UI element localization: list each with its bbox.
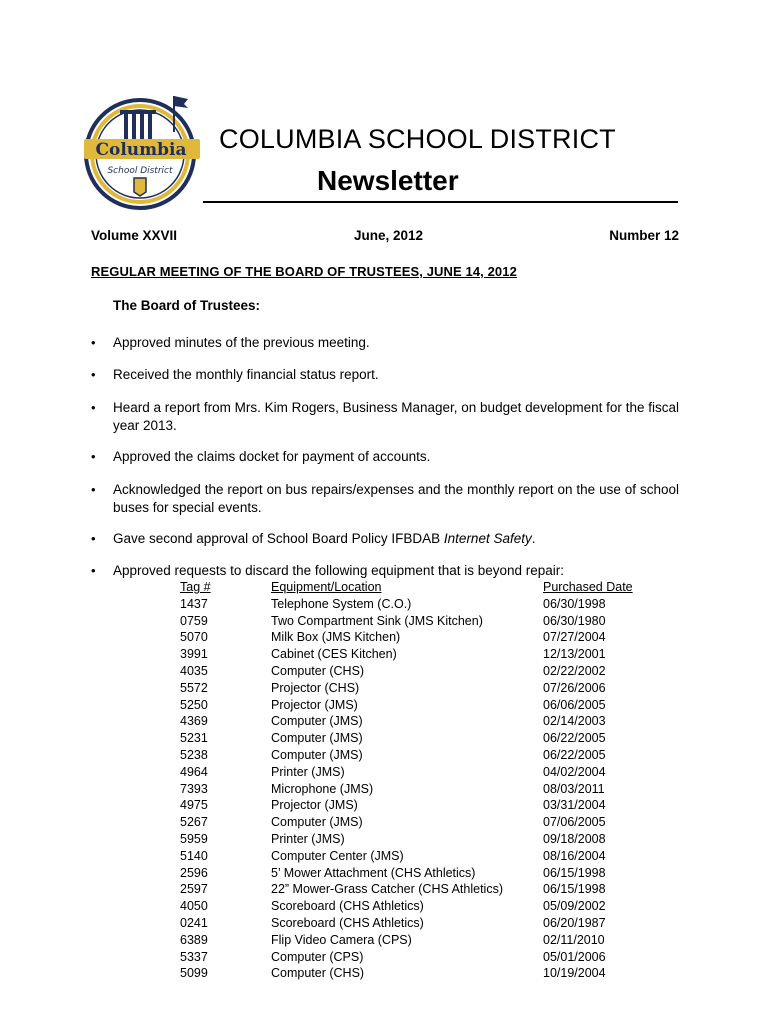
tag-cell: 2596: [180, 865, 208, 880]
table-row: [180, 646, 640, 663]
table-row: [180, 831, 640, 848]
tag-cell: 1437: [180, 596, 208, 611]
equipment-cell: Computer (JMS): [271, 747, 363, 762]
tag-cell: 0241: [180, 915, 208, 930]
date-cell: 12/13/2001: [543, 647, 606, 662]
equipment-cell: Projector (JMS): [271, 697, 358, 712]
tag-cell: 0759: [180, 613, 208, 628]
equipment-cell: Printer (JMS): [271, 764, 345, 779]
date-cell: 10/19/2004: [543, 966, 606, 981]
date-cell: 07/26/2006: [543, 680, 606, 695]
tag-cell: 5070: [180, 630, 208, 645]
equipment-cell: Projector (JMS): [271, 798, 358, 813]
table-header-row: [180, 579, 640, 596]
equipment-cell: 22” Mower-Grass Catcher (CHS Athletics): [271, 882, 504, 897]
meeting-heading: REGULAR MEETING OF THE BOARD OF TRUSTEES, JUNE 14, 2012: [91, 264, 517, 279]
equipment-cell: Telephone System (C.O.): [271, 596, 412, 611]
policy-name: Internet Safety: [443, 531, 532, 546]
equipment-cell: Cabinet (CES Kitchen): [271, 647, 397, 662]
table-row: [180, 629, 640, 646]
table-row: [180, 797, 640, 814]
bullet-icon: •: [91, 482, 96, 497]
date-cell: 02/14/2003: [543, 714, 606, 729]
logo-name: Columbia: [95, 140, 187, 160]
date-cell: 07/27/2004: [543, 630, 606, 645]
tag-cell: 4035: [180, 663, 208, 678]
table-row: [180, 713, 640, 730]
equipment-cell: Flip Video Camera (CPS): [271, 932, 412, 947]
issue-number: Number 12: [609, 228, 679, 243]
tag-cell: 4369: [180, 714, 208, 729]
tag-cell: 3991: [180, 647, 208, 662]
table-row: [180, 596, 640, 613]
equipment-cell: Computer (JMS): [271, 815, 363, 830]
bullet-icon: •: [91, 563, 96, 578]
date-cell: 06/22/2005: [543, 747, 606, 762]
date-cell: 06/30/1980: [543, 613, 606, 628]
bullet-icon: •: [91, 449, 96, 464]
table-row: [180, 949, 640, 966]
date-cell: 04/02/2004: [543, 764, 606, 779]
district-logo: [84, 92, 204, 212]
table-row: [180, 680, 640, 697]
table-row: [180, 613, 640, 630]
table-row: [180, 764, 640, 781]
table-row: [180, 730, 640, 747]
table-row: [180, 848, 640, 865]
table-row: [180, 865, 640, 882]
logo-subtitle: School District: [107, 166, 173, 176]
issue-date: June, 2012: [354, 228, 424, 243]
equipment-cell: Computer (JMS): [271, 714, 363, 729]
table-row: [180, 898, 640, 915]
tag-cell: 4975: [180, 798, 208, 813]
bullet-icon: •: [91, 400, 96, 415]
equipment-cell: Computer (CHS): [271, 663, 365, 678]
table-row: [180, 697, 640, 714]
tag-cell: 6389: [180, 932, 208, 947]
equipment-cell: Scoreboard (CHS Athletics): [271, 915, 424, 930]
tag-cell: 5959: [180, 831, 208, 846]
tag-cell: 5099: [180, 966, 208, 981]
equipment-cell: Computer (JMS): [271, 731, 363, 746]
board-heading: The Board of Trustees:: [113, 298, 261, 313]
tag-cell: 5250: [180, 697, 208, 712]
district-title: COLUMBIA SCHOOL DISTRICT: [219, 124, 616, 154]
date-cell: 06/06/2005: [543, 697, 606, 712]
equipment-cell: Microphone (JMS): [271, 781, 374, 796]
tag-cell: 7393: [180, 781, 208, 796]
equipment-cell: Two Compartment Sink (JMS Kitchen): [271, 613, 483, 628]
tag-cell: 5140: [180, 848, 208, 863]
tag-cell: 5231: [180, 731, 208, 746]
table-row: [180, 747, 640, 764]
date-cell: 06/30/1998: [543, 596, 606, 611]
bullet-icon: •: [91, 367, 96, 382]
date-cell: 06/15/1998: [543, 882, 606, 897]
date-cell: 03/31/2004: [543, 798, 606, 813]
equipment-cell: 5’ Mower Attachment (CHS Athletics): [271, 865, 476, 880]
table-row: [180, 781, 640, 798]
date-cell: 05/01/2006: [543, 949, 606, 964]
volume-label: Volume XXVII: [91, 228, 178, 243]
equipment-cell: Projector (CHS): [271, 680, 360, 695]
equipment-cell: Milk Box (JMS Kitchen): [271, 630, 401, 645]
equipment-cell: Scoreboard (CHS Athletics): [271, 899, 424, 914]
newsletter-title: Newsletter: [317, 165, 459, 196]
date-cell: 06/22/2005: [543, 731, 606, 746]
tag-cell: 5238: [180, 747, 208, 762]
tag-cell: 2597: [180, 882, 208, 897]
tag-cell: 4050: [180, 899, 208, 914]
bullet-icon: •: [91, 531, 96, 546]
equipment-cell: Printer (JMS): [271, 831, 345, 846]
bullet-icon: •: [91, 335, 96, 350]
date-cell: 02/11/2010: [543, 932, 605, 947]
date-cell: 02/22/2002: [543, 663, 606, 678]
date-cell: 08/03/2011: [543, 781, 605, 796]
date-cell: 07/06/2005: [543, 815, 606, 830]
table-row: [180, 915, 640, 932]
date-cell: 08/16/2004: [543, 848, 606, 863]
tag-cell: 5572: [180, 680, 208, 695]
table-row: [180, 881, 640, 898]
equipment-cell: Computer (CPS): [271, 949, 364, 964]
equipment-cell: Computer Center (JMS): [271, 848, 404, 863]
date-cell: 09/18/2008: [543, 831, 606, 846]
table-row: [180, 663, 640, 680]
tag-cell: 5267: [180, 815, 208, 830]
tag-cell: 5337: [180, 949, 208, 964]
header-tag: Tag #: [180, 580, 211, 594]
date-cell: 05/09/2002: [543, 899, 606, 914]
equipment-table: [180, 579, 640, 982]
equipment-cell: Computer (CHS): [271, 966, 365, 981]
newsletter-page: Columbia School District COLUMBIA SCHOOL DISTRICT Newsletter Volume XXVII June, 2012 Number 12 REGULAR MEETING OF THE BOARD OF TRUSTEES, JUNE 14, 2012 The Board of Trustees: • Approved minutes of the previous meeting. • Received the monthly financial status report. • Heard a report from Mrs. Kim Rogers, Business Manager, on budget development for the fiscal year 2013. • Approved the claims docket for payment of accounts. • Acknowledged the report on bus repairs/expenses and the monthly report on the use of school buses for special events. • Gave second approval of School Board Policy IFBDAB Internet Safety. • Approved requests to discard the following equipment that is beyond repair: Tag # Equipment/Location Purchased Date 1437 Telephone System (C.O.) 06/30/1998 0759 Two Compartment Sink (JMS Kitchen) 06/30/1980 5070 Milk Box (JMS Kitchen) 07/27/2004 3991 Cabinet (CES Kitchen) 12/13/2001 4035 Computer (CHS) 02/22/2002 5572 Projector (CHS) 07/26/2006 5250 Projector (JMS) 06/06/2005 4369 Computer (JMS) 02/14/2003 5231 Computer (JMS) 06/22/2005 5238 Computer (JMS) 06/22/2005 4964 Printer (JMS) 04/02/2004 7393 Microphone (JMS) 08/03/2011 4975 Projector (JMS) 03/31/2004 5267 Computer (JMS) 07/06/2005 5959 Printer (JMS) 09/18/2008 5140 Computer Center (JMS) 08/16/2004 2596 5’ Mower Attachment (CHS Athletics) 06/15/1998 2597 22” Mower-Grass Catcher (CHS Athletics) 06/15/1998 4050 Scoreboard (CHS Athletics) 05/09/2002 0241 Scoreboard (CHS Athletics) 06/20/1987 6389 Flip Video Camera (CPS) 02/11/2010 5337 Computer (CPS) 05/01/2006 5099 Computer (CHS) 10/19/2004: [0, 0, 768, 1024]
tag-cell: 4964: [180, 764, 208, 779]
date-cell: 06/15/1998: [543, 865, 606, 880]
table-row: [180, 814, 640, 831]
header-purchased-date: Purchased Date: [543, 580, 633, 594]
issue-info-row: [91, 228, 679, 246]
date-cell: 06/20/1987: [543, 915, 606, 930]
table-row: [180, 965, 640, 982]
table-row: [180, 932, 640, 949]
header-equipment: Equipment/Location: [271, 580, 382, 594]
header-divider: [203, 201, 678, 203]
